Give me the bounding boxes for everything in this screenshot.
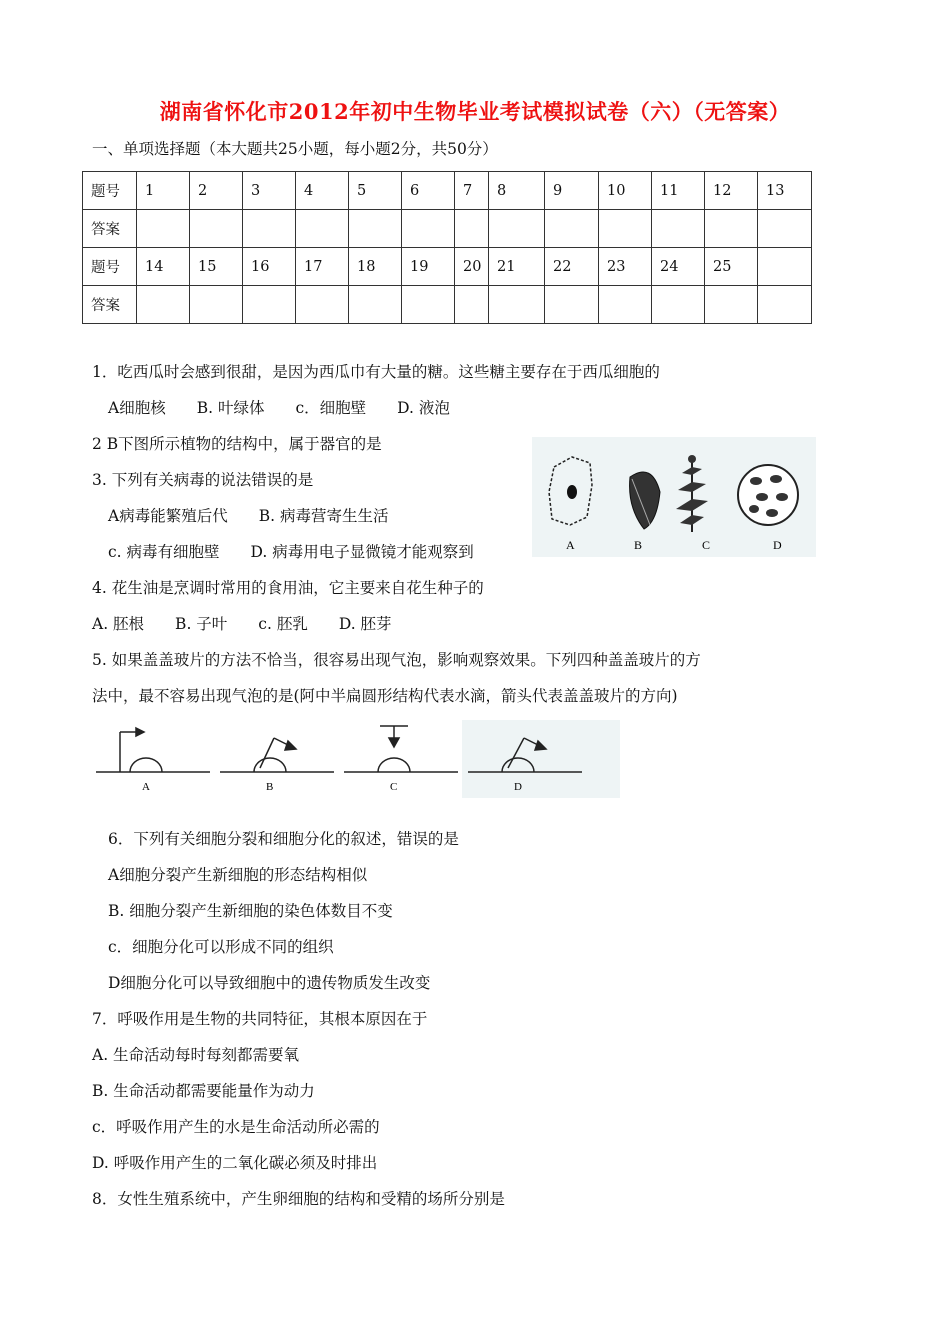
question-6: 6．下列有关细胞分裂和细胞分化的叙述，错误的是 <box>108 830 459 848</box>
table-cell: 20 <box>455 248 489 286</box>
answer-blank[interactable] <box>705 210 758 248</box>
answer-blank[interactable] <box>137 210 190 248</box>
question-6-option-c: c．细胞分化可以形成不同的组织 <box>108 938 334 956</box>
table-cell: 1 <box>137 172 190 210</box>
answer-blank[interactable] <box>402 286 455 324</box>
table-cell: 17 <box>296 248 349 286</box>
question-3-options-2: c. 病毒有细胞壁 D. 病毒用电子显微镜才能观察到 <box>108 543 474 561</box>
answer-blank[interactable] <box>243 286 296 324</box>
table-cell: 答案 <box>83 286 137 324</box>
table-cell: 18 <box>349 248 402 286</box>
figure-label: A <box>566 538 575 552</box>
answer-blank[interactable] <box>296 286 349 324</box>
question-1-options: A细胞核 B. 叶绿体 c．细胞壁 D. 液泡 <box>108 399 450 417</box>
question-5-line-2: 法中，最不容易出现气泡的是(阿中半扁圆形结构代表水滴，箭头代表盖盖玻片的方向) <box>92 687 678 705</box>
method-c-drawing <box>344 726 458 772</box>
answer-blank[interactable] <box>402 210 455 248</box>
page-title: 湖南省怀化市2012年初中生物毕业考试模拟试卷（六）（无答案） <box>159 99 791 124</box>
question-2: 2 B下图所示植物的结构中，属于器官的是 <box>92 435 382 453</box>
answer-blank[interactable] <box>545 286 599 324</box>
answer-blank[interactable] <box>652 210 705 248</box>
answer-blank[interactable] <box>137 286 190 324</box>
question-6-option-b: B. 细胞分裂产生新细胞的染色体数目不变 <box>108 902 393 920</box>
table-cell: 22 <box>545 248 599 286</box>
question-6-option-d: D细胞分化可以导致细胞中的遗传物质发生改变 <box>108 974 431 992</box>
table-cell <box>758 248 812 286</box>
table-cell: 14 <box>137 248 190 286</box>
tissue-drawing-d <box>738 465 798 525</box>
question-5-line-1: 5. 如果盖盖玻片的方法不恰当，很容易出现气泡，影响观察效果。下列四种盖盖玻片的方 <box>92 651 701 669</box>
table-cell: 7 <box>455 172 489 210</box>
question-7-option-b: B. 生命活动都需要能量作为动力 <box>92 1082 315 1100</box>
answer-blank[interactable] <box>243 210 296 248</box>
question-4: 4. 花生油是烹调时常用的食用油，它主要来自花生种子的 <box>92 579 484 597</box>
table-cell: 11 <box>652 172 705 210</box>
figure-label: B <box>634 538 643 552</box>
table-cell: 24 <box>652 248 705 286</box>
answer-blank[interactable] <box>705 286 758 324</box>
question-3: 3. 下列有关病毒的说法错误的是 <box>92 471 314 489</box>
table-cell: 19 <box>402 248 455 286</box>
question-8: 8．女性生殖系统中，产生卵细胞的结构和受精的场所分别是 <box>92 1190 505 1208</box>
table-cell: 8 <box>489 172 545 210</box>
question-7-option-a: A. 生命活动每时每刻都需要氧 <box>92 1046 300 1064</box>
answer-blank[interactable] <box>489 286 545 324</box>
question-7-option-c: c．呼吸作用产生的水是生命活动所必需的 <box>92 1118 380 1136</box>
table-cell: 题号 <box>83 248 137 286</box>
answer-blank[interactable] <box>545 210 599 248</box>
figure-label: D <box>514 781 522 793</box>
figure-label: C <box>390 781 398 793</box>
question-1: 1．吃西瓜时会感到很甜，是因为西瓜巾有大量的糖。这些糖主要存在于西瓜细胞的 <box>92 363 660 381</box>
table-cell: 13 <box>758 172 812 210</box>
table-cell: 题号 <box>83 172 137 210</box>
figure-label: B <box>266 781 274 793</box>
question-6-option-a: A细胞分裂产生新细胞的形态结构相似 <box>108 866 368 884</box>
plant-structures-figure <box>532 437 816 557</box>
figure-label: D <box>773 538 782 552</box>
table-cell: 23 <box>599 248 652 286</box>
table-cell: 答案 <box>83 210 137 248</box>
table-cell: 2 <box>190 172 243 210</box>
question-4-options: A. 胚根 B. 子叶 c. 胚乳 D. 胚芽 <box>92 615 392 633</box>
question-7-option-d: D. 呼吸作用产生的二氧化碳必须及时排出 <box>92 1154 378 1172</box>
table-cell: 5 <box>349 172 402 210</box>
answer-blank[interactable] <box>758 210 812 248</box>
table-row <box>83 248 812 286</box>
table-cell: 10 <box>599 172 652 210</box>
answer-blank[interactable] <box>349 286 402 324</box>
figure-label: A <box>142 781 150 793</box>
answer-blank[interactable] <box>455 286 489 324</box>
answer-blank[interactable] <box>489 210 545 248</box>
answer-blank[interactable] <box>652 286 705 324</box>
answer-blank[interactable] <box>758 286 812 324</box>
table-row <box>83 286 812 324</box>
figure-background <box>462 720 620 798</box>
table-row <box>83 210 812 248</box>
table-cell: 21 <box>489 248 545 286</box>
answer-blank[interactable] <box>349 210 402 248</box>
table-row <box>83 172 812 210</box>
cover-slip-figure <box>92 720 620 798</box>
method-b-drawing <box>220 738 334 772</box>
answer-blank[interactable] <box>296 210 349 248</box>
table-cell: 12 <box>705 172 758 210</box>
answer-blank[interactable] <box>190 286 243 324</box>
answer-blank[interactable] <box>599 286 652 324</box>
table-cell: 6 <box>402 172 455 210</box>
method-a-drawing <box>96 728 210 772</box>
table-cell: 16 <box>243 248 296 286</box>
answer-table <box>82 171 812 324</box>
figure-label: C <box>702 538 711 552</box>
question-3-options-1: A病毒能繁殖后代 B. 病毒营寄生生活 <box>108 507 389 525</box>
answer-blank[interactable] <box>455 210 489 248</box>
table-cell: 4 <box>296 172 349 210</box>
answer-blank[interactable] <box>190 210 243 248</box>
table-cell: 25 <box>705 248 758 286</box>
answer-blank[interactable] <box>599 210 652 248</box>
table-cell: 3 <box>243 172 296 210</box>
table-cell: 15 <box>190 248 243 286</box>
question-7: 7．呼吸作用是生物的共同特征，其根本原因在于 <box>92 1010 428 1028</box>
section-heading: 一、单项选择题（本大题共25小题，每小题2分，共50分） <box>92 140 498 158</box>
table-cell: 9 <box>545 172 599 210</box>
